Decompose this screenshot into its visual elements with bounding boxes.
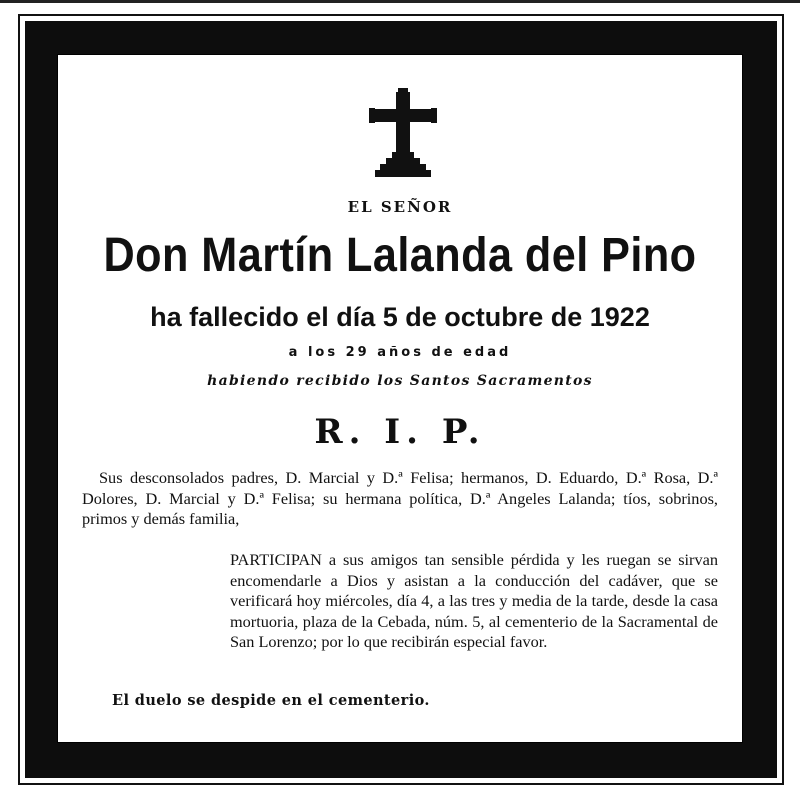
deceased-name: Don Martín Lalanda del Pino xyxy=(103,229,697,282)
family-paragraph: Sus desconsolados padres, D. Marcial y D.ª Felisa; hermanos, D. Eduardo, D.ª Rosa, D.ª Dolores, D. Marcial y D.ª Felisa; su hermana política, D.ª Angeles Lalanda; tíos, sobrinos, primos y demás familia, xyxy=(82,468,718,528)
heading: EL SEÑOR xyxy=(347,198,453,216)
sacraments-line: habiendo recibido los Santos Sacramentos xyxy=(207,373,593,389)
closing-line: El duelo se despide en el cementerio. xyxy=(112,692,430,709)
rip-line: R. I. P. xyxy=(314,412,486,452)
death-date-line: ha fallecido el día 5 de octubre de 1922 xyxy=(150,302,650,332)
announcement-paragraph: PARTICIPAN a sus amigos tan sensible pérdida y les ruegan se sirvan encomendarle a Dios y asistan a la conducción del cadáver, que se verificará hoy miércoles, día 4, a las tres y media de la tarde, desde la casa mortuoria, plaza de la Cebada, núm. 5, al cementerio de la Sacramental de San Lorenzo; por lo que recibirán especial favor. xyxy=(230,550,718,651)
age-line: a los 29 años de edad xyxy=(288,345,512,360)
